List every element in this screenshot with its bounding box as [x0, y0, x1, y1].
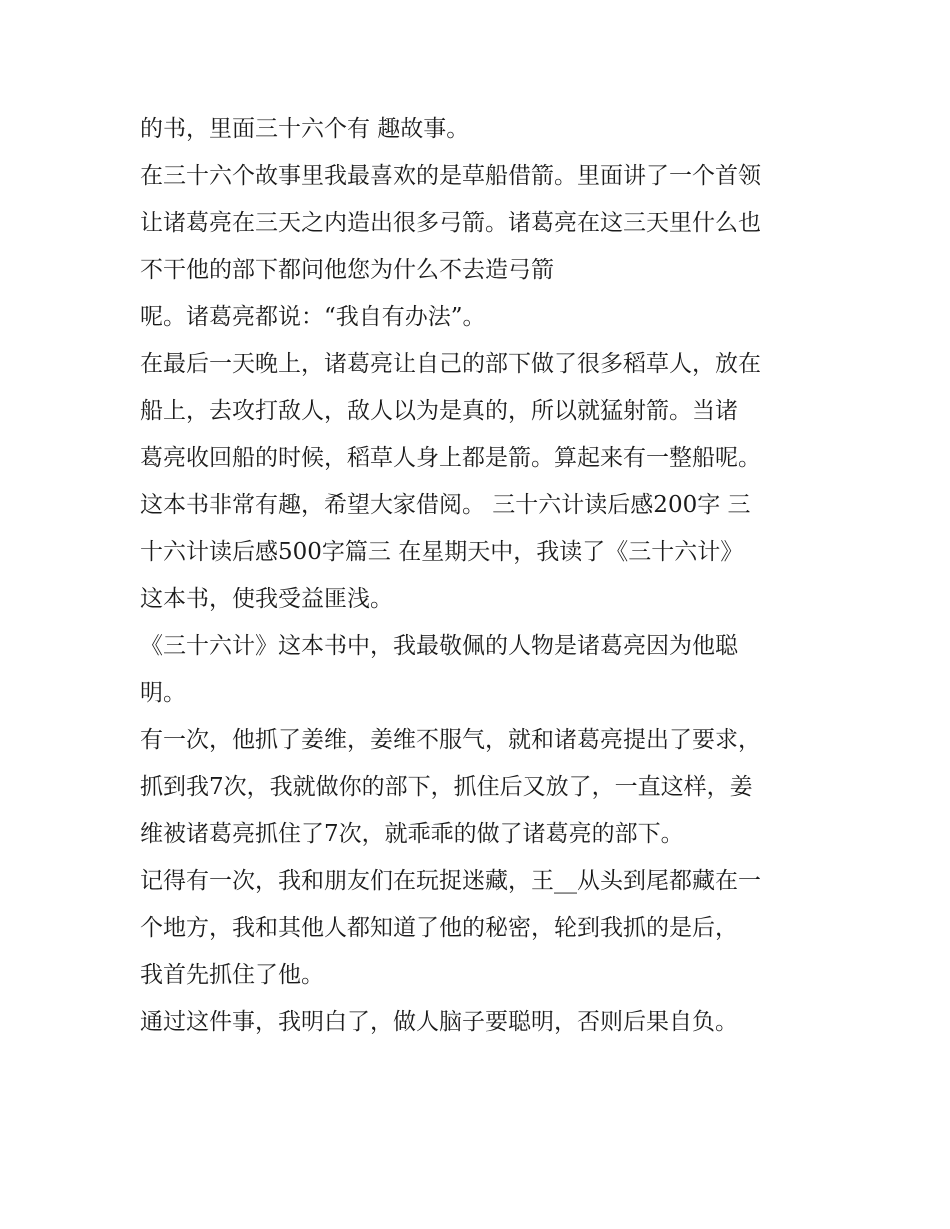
text-line-9: 这本书非常有趣，希望大家借阅。 三十六计读后感200字 三	[140, 492, 751, 518]
text-line-10: 十六计读后感500字篇三 在星期天中，我读了《三十六计》	[140, 539, 744, 565]
text-line-5: 呢。诸葛亮都说：“我自有办法”。	[140, 304, 486, 330]
text-line-17: 记得有一次，我和朋友们在玩捉迷藏，王__从头到尾都藏在一	[140, 868, 761, 894]
text-line-3: 让诸葛亮在三天之内造出很多弓箭。诸葛亮在这三天里什么也	[140, 210, 761, 236]
text-line-7: 船上，去攻打敌人，敌人以为是真的，所以就猛射箭。当诸	[140, 398, 738, 424]
text-line-13: 明。	[140, 680, 186, 706]
text-line-6: 在最后一天晚上，诸葛亮让自己的部下做了很多稻草人，放在	[140, 351, 761, 377]
text-line-12: 《三十六计》这本书中，我最敬佩的人物是诸葛亮因为他聪	[140, 633, 738, 659]
body-text	[140, 106, 830, 1046]
text-line-4: 不干他的部下都问他您为什么不去造弓箭	[140, 257, 554, 283]
text-line-14: 有一次，他抓了姜维，姜维不服气，就和诸葛亮提出了要求，	[140, 727, 761, 753]
text-line-8: 葛亮收回船的时候，稻草人身上都是箭。算起来有一整船呢。	[140, 445, 761, 471]
text-line-1: 的书，里面三十六个有 趣故事。	[140, 116, 470, 142]
text-line-19: 我首先抓住了他。	[140, 962, 324, 988]
text-line-16: 维被诸葛亮抓住了7次，就乖乖的做了诸葛亮的部下。	[140, 821, 684, 847]
text-line-15: 抓到我7次，我就做你的部下，抓住后又放了，一直这样，姜	[140, 774, 753, 800]
text-line-11: 这本书，使我受益匪浅。	[140, 586, 393, 612]
text-line-2: 在三十六个故事里我最喜欢的是草船借箭。里面讲了一个首领	[140, 163, 761, 189]
text-line-20: 通过这件事，我明白了，做人脑子要聪明，否则后果自负。	[140, 1009, 738, 1035]
text-line-18: 个地方，我和其他人都知道了他的秘密，轮到我抓的是后，	[140, 915, 738, 941]
